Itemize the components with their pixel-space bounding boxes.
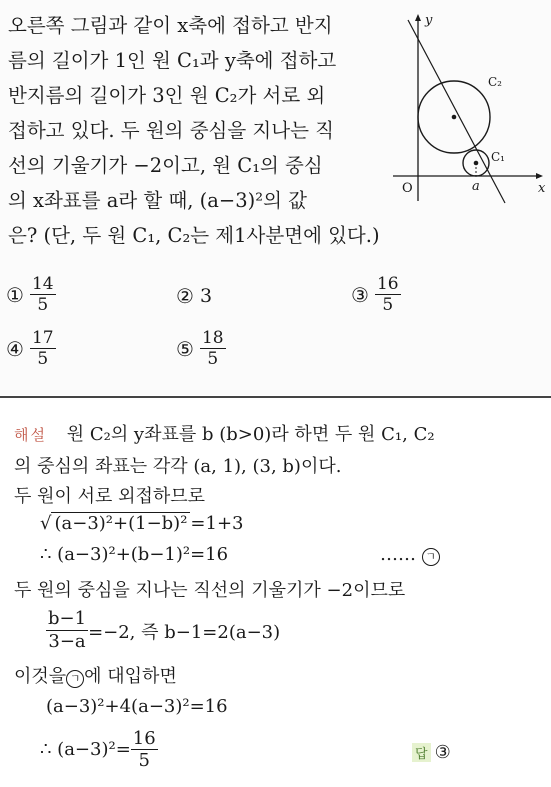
choice-fraction: [375, 274, 401, 315]
choice-3[interactable]: [351, 274, 401, 315]
choice-number: ①: [6, 282, 24, 307]
x-axis-label: x: [538, 181, 546, 196]
choice-value: 3: [199, 285, 213, 307]
denominator: 5: [138, 750, 150, 771]
question-line: 선의 기울기가 −2이고, 원 C₁의 중심: [8, 154, 323, 177]
a-tick-label: a: [472, 179, 480, 194]
c2-label: C₂: [488, 75, 502, 89]
answer-badge: 답: [412, 743, 431, 762]
question-line: 반지름의 길이가 3인 원 C₂가 서로 외: [8, 84, 326, 107]
solution-label: 해설: [14, 426, 47, 444]
denominator: 5: [37, 295, 49, 315]
denominator: 5: [382, 295, 394, 315]
sqrt-rest: =1+3: [190, 513, 244, 534]
choice-number: ⑤: [176, 336, 194, 361]
circles-figure: [388, 6, 548, 206]
numerator: 18: [201, 328, 224, 348]
solution-text: 원 C₂의 y좌표를 b (b>0)라 하면 두 원 C₁, C₂: [66, 424, 435, 445]
solution-text: =−2, 즉 b−1=2(a−3): [88, 621, 281, 643]
equation-tag: [380, 544, 440, 566]
question-line: 름의 길이가 1인 원 C₁과 y축에 접하고: [8, 49, 337, 72]
solution-text: ∴ (a−3)²=: [40, 739, 131, 760]
numerator: 17: [31, 328, 54, 348]
question-text: [8, 8, 388, 253]
numerator: 16: [376, 274, 399, 294]
choice-2[interactable]: [176, 284, 212, 308]
solution-line-3: 두 원이 서로 외접하므로: [14, 486, 206, 507]
solution-line-10: [40, 728, 158, 771]
answer-number: ③: [434, 742, 451, 763]
y-axis-arrow: [415, 14, 421, 21]
answer-indicator: [412, 742, 451, 763]
sqrt-content: (a−3)²+(1−b)²: [51, 512, 190, 534]
choice-1[interactable]: [6, 274, 56, 315]
numerator: 16: [132, 728, 156, 749]
center-c2: [452, 115, 457, 120]
question-line: 은? (단, 두 원 C₁, C₂는 제1사분면에 있다.): [8, 224, 380, 247]
solution-section: [0, 398, 551, 787]
sqrt-sign: √: [40, 513, 52, 534]
solution-line-9: (a−3)²+4(a−3)²=16: [46, 696, 228, 717]
result-fraction: [131, 728, 158, 771]
question-line: 접하고 있다. 두 원의 중심을 지나는 직: [8, 119, 334, 142]
solution-line-4: [40, 512, 244, 534]
choice-fraction: [200, 328, 226, 369]
solution-line-8: [14, 662, 177, 688]
tag-dots: ……: [380, 544, 416, 565]
choice-fraction: [30, 328, 56, 369]
question-line: 의 x좌표를 a라 할 때, (a−3)²의 값: [8, 189, 307, 212]
choice-number: ④: [6, 336, 24, 361]
choice-fraction: [30, 274, 56, 315]
x-axis-arrow: [536, 173, 543, 179]
circled-label-icon: ㄱ: [422, 548, 440, 566]
solution-text: 이것을: [14, 666, 67, 687]
solution-line-7: [46, 608, 280, 653]
denominator: 5: [37, 349, 49, 369]
denominator: 3−a: [48, 631, 86, 652]
numerator: b−1: [48, 608, 87, 629]
denominator: 5: [207, 349, 219, 369]
answer-choices: [6, 270, 546, 390]
choice-4[interactable]: [6, 328, 56, 369]
choice-number: ③: [351, 282, 369, 307]
question-line: 오른쪽 그림과 같이 x축에 접하고 반지: [8, 14, 333, 37]
solution-line-6: 두 원의 중심을 지나는 직선의 기울기가 −2이므로: [14, 580, 406, 601]
choice-5[interactable]: [176, 328, 226, 369]
circled-label-icon: ㄱ: [66, 670, 84, 688]
choice-number: ②: [176, 284, 194, 308]
solution-line-2: 의 중심의 좌표는 각각 (a, 1), (3, b)이다.: [14, 456, 342, 477]
slope-fraction: [46, 608, 88, 653]
solution-text: 에 대입하면: [84, 666, 177, 687]
solution-line-1: [14, 420, 435, 446]
origin-label: O: [402, 181, 413, 196]
solution-line-5: ∴ (a−3)²+(b−1)²=16: [40, 544, 229, 565]
y-axis-label: y: [425, 13, 433, 28]
numerator: 14: [31, 274, 54, 294]
c1-label: C₁: [491, 150, 505, 164]
